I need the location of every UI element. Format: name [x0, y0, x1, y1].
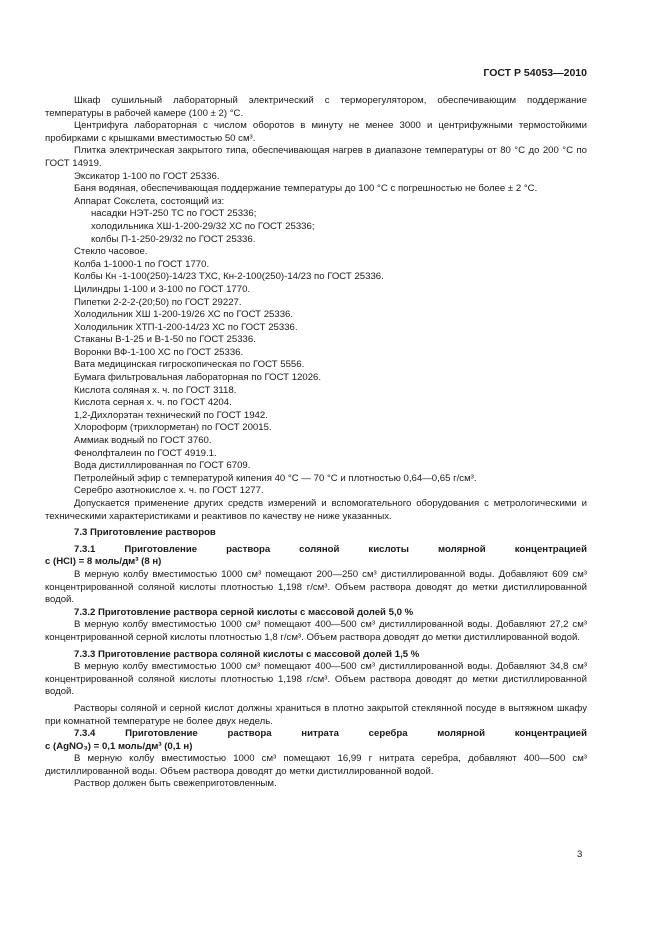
paragraph: Хлороформ (трихлорметан) по ГОСТ 20015.	[74, 422, 272, 434]
list-item: колбы П-1-250-29/32 по ГОСТ 25336.	[91, 233, 256, 245]
paragraph: Центрифуга лабораторная с числом оборотов в минуту не менее 3000 и центрифужными термостойкими пробирками с крышками вместимостью 50 см³.	[45, 120, 587, 144]
paragraph: Шкаф сушильный лабораторный электрический с терморегулятором, обеспечивающим поддержание температуры в рабочей камере (100 ± 2) °С.	[45, 95, 587, 119]
paragraph: Вата медицинская гигроскопическая по ГОСТ 5556.	[74, 359, 305, 371]
paragraph: Кислота серная х. ч. по ГОСТ 4204.	[74, 397, 232, 409]
paragraph: Эксикатор 1-100 по ГОСТ 25336.	[74, 170, 220, 182]
paragraph: В мерную колбу вместимостью 1000 см³ помещают 400—500 см³ дистиллированной воды. Добавляют 27,2 см³ концентрированной серной кислоты плотностью 1,8 г/см³. Объем раствора доводят до метки дистиллированной водой.	[45, 619, 587, 643]
paragraph: Холодильник ХШ 1-200-19/26 ХС по ГОСТ 25336.	[74, 309, 294, 321]
page-number: 3	[577, 849, 583, 860]
paragraph: Кислота соляная х. ч. по ГОСТ 3118.	[74, 384, 237, 396]
subsection-heading: 7.3.3 Приготовление раствора соляной кислоты с массовой долей 1,5 %	[74, 648, 420, 660]
list-item: насадки НЭТ-250 ТС по ГОСТ 25336;	[91, 208, 257, 220]
document-body	[45, 95, 587, 791]
paragraph: Стаканы В-1-25 и В-1-50 по ГОСТ 25336.	[74, 334, 256, 346]
subsection-heading-cont: с (AgNO₃) = 0,1 моль/дм³ (0,1 н)	[45, 740, 193, 752]
paragraph: Плитка электрическая закрытого типа, обеспечивающая нагрев в диапазоне температуры от 80 °С до 200 °С по ГОСТ 14919.	[45, 145, 587, 169]
paragraph: Бумага фильтровальная лабораторная по ГОСТ 12026.	[74, 372, 322, 384]
paragraph: Колба 1-1000-1 по ГОСТ 1770.	[74, 258, 210, 270]
document-header: ГОСТ Р 54053—2010	[483, 67, 587, 79]
subsection-heading-cont: с (HCl) = 8 моль/дм³ (8 н)	[45, 556, 162, 568]
section-heading: 7.3 Приготовление растворов	[74, 527, 216, 539]
paragraph: Аммиак водный по ГОСТ 3760.	[74, 435, 212, 447]
paragraph: Допускается применение других средств измерений и вспомогательного оборудования с метрологическими и техническими характеристиками и реактивов по качеству не ниже указанных.	[45, 498, 587, 522]
paragraph: В мерную колбу вместимостью 1000 см³ помещают 200—250 см³ дистиллированной воды. Добавляют 609 см³ концентрированной соляной кислоты плотностью 1,198 г/см³. Объем раствора доводят до метки дистиллированной водой.	[45, 568, 587, 606]
subsection-heading: 7.3.4 Приготовление раствора нитрата серебра молярной концентрацией	[74, 728, 587, 740]
subsection-heading: 7.3.2 Приготовление раствора серной кислоты с массовой долей 5,0 %	[74, 606, 414, 618]
paragraph: Растворы соляной и серной кислот должны храниться в плотно закрытой стеклянной посуде в вытяжном шкафу при комнатной температуре не более двух недель.	[45, 702, 587, 727]
paragraph: Воронки ВФ-1-100 ХС по ГОСТ 25336.	[74, 346, 244, 358]
paragraph: Вода дистиллированная по ГОСТ 6709.	[74, 460, 251, 472]
paragraph: Холодильник ХТП-1-200-14/23 ХС по ГОСТ 25336.	[74, 321, 298, 333]
list-item: холодильника ХШ-1-200-29/32 ХС по ГОСТ 25336;	[91, 220, 315, 232]
paragraph: В мерную колбу вместимостью 1000 см³ помещают 400—500 см³ дистиллированной воды. Добавляют 34,8 см³ концентрированной соляной кислоты плотностью 1,198 г/см³. Объем раствора доводят до метки дистиллированной водой.	[45, 661, 587, 698]
paragraph: Аппарат Сокслета, состоящий из:	[74, 195, 225, 207]
paragraph: В мерную колбу вместимостью 1000 см³ помещают 16,99 г нитрата серебра, добавляют 400—500 см³ дистиллированной воды. Объем раствора доводят до метки дистиллированной водой.	[45, 753, 587, 777]
paragraph: Петролейный эфир с температурой кипения 40 °С — 70 °С и плотностью 0,64—0,65 г/см³.	[74, 472, 477, 484]
paragraph: Раствор должен быть свежеприготовленным.	[74, 778, 277, 790]
paragraph: 1,2-Дихлорэтан технический по ГОСТ 1942.	[74, 409, 268, 421]
subsection-heading: 7.3.1 Приготовление раствора соляной кислоты молярной концентрацией	[74, 543, 587, 555]
paragraph: Пипетки 2-2-2-(20;50) по ГОСТ 29227.	[74, 296, 242, 308]
paragraph: Стекло часовое.	[74, 246, 148, 258]
paragraph: Цилиндры 1-100 и 3-100 по ГОСТ 1770.	[74, 283, 251, 295]
paragraph: Баня водяная, обеспечивающая поддержание температуры до 100 °С с погрешностью не более ± 2 °С.	[74, 183, 538, 195]
paragraph: Колбы Кн -1-100(250)-14/23 ТХС, Кн-2-100(250)-14/23 по ГОСТ 25336.	[74, 271, 384, 283]
paragraph: Фенолфталеин по ГОСТ 4919.1.	[74, 447, 217, 459]
paragraph: Серебро азотнокислое х. ч. по ГОСТ 1277.	[74, 485, 264, 497]
